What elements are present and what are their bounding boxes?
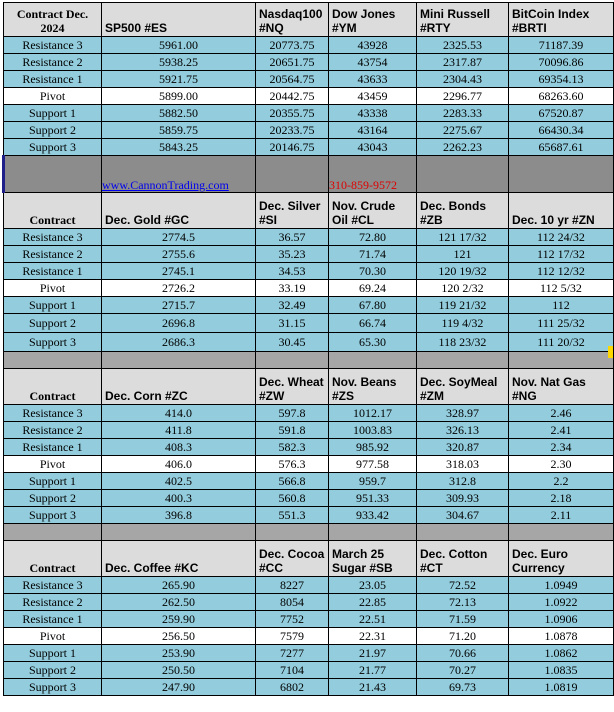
instrument-header: Dec. 10 yr #ZN: [509, 193, 614, 229]
level-label: Resistance 3: [4, 229, 102, 246]
level-value: 2.11: [509, 507, 614, 524]
level-value: 1.0906: [509, 611, 614, 628]
level-value: 312.8: [417, 473, 509, 490]
contract-header: Contract Dec. 2024: [4, 3, 102, 37]
level-value: 5938.25: [102, 54, 256, 71]
level-value: 951.33: [329, 490, 417, 507]
level-label: Resistance 1: [4, 263, 102, 280]
level-label: Resistance 1: [4, 439, 102, 456]
level-label: Support 3: [4, 139, 102, 156]
divider-cell: [509, 524, 614, 541]
level-label: Pivot: [4, 628, 102, 645]
level-value: 7104: [256, 662, 329, 679]
instrument-header: Dec. Gold #GC: [102, 193, 256, 229]
level-label: Support 1: [4, 645, 102, 662]
instrument-header: Dec. Bonds #ZB: [417, 193, 509, 229]
level-value: 2.2: [509, 473, 614, 490]
instrument-header: BitCoin Index #BRTI: [509, 3, 614, 37]
level-label: Resistance 3: [4, 577, 102, 594]
level-value: 250.50: [102, 662, 256, 679]
level-label: Support 1: [4, 297, 102, 314]
level-value: 20355.75: [256, 105, 329, 122]
level-value: 2304.43: [417, 71, 509, 88]
level-value: 2.46: [509, 405, 614, 422]
level-value: 8054: [256, 594, 329, 611]
instrument-header: Dec. Euro Currency: [509, 541, 614, 577]
table-row: [4, 246, 614, 263]
level-value: 560.8: [256, 490, 329, 507]
table-row: [4, 490, 614, 507]
level-value: 597.8: [256, 405, 329, 422]
level-value: 121 17/32: [417, 229, 509, 246]
level-value: 5859.75: [102, 122, 256, 139]
level-value: 43043: [329, 139, 417, 156]
level-value: 2275.67: [417, 122, 509, 139]
table-row: [4, 439, 614, 456]
level-value: 1.0878: [509, 628, 614, 645]
level-value: 20651.75: [256, 54, 329, 71]
level-label: Resistance 1: [4, 611, 102, 628]
table-row: [4, 577, 614, 594]
level-value: 32.49: [256, 297, 329, 314]
level-value: 21.77: [329, 662, 417, 679]
level-value: 21.43: [329, 679, 417, 696]
level-value: 396.8: [102, 507, 256, 524]
table-row: [4, 679, 614, 696]
level-label: Resistance 3: [4, 405, 102, 422]
level-value: 304.67: [417, 507, 509, 524]
table-row: [4, 88, 614, 105]
level-value: 43928: [329, 37, 417, 54]
level-value: 2686.3: [102, 333, 256, 352]
divider-cell: [329, 352, 417, 369]
table-row: [4, 37, 614, 54]
level-value: 1.0949: [509, 577, 614, 594]
table-row: [4, 314, 614, 333]
level-value: 247.90: [102, 679, 256, 696]
level-label: Resistance 2: [4, 422, 102, 439]
level-value: 119 21/32: [417, 297, 509, 314]
level-value: 5961.00: [102, 37, 256, 54]
level-value: 5882.50: [102, 105, 256, 122]
instrument-header: Nasdaq100 #NQ: [256, 3, 329, 37]
level-value: 2317.87: [417, 54, 509, 71]
level-label: Resistance 2: [4, 54, 102, 71]
level-value: 582.3: [256, 439, 329, 456]
table-row: [4, 507, 614, 524]
level-value: 1003.83: [329, 422, 417, 439]
level-value: 326.13: [417, 422, 509, 439]
level-value: 66.74: [329, 314, 417, 333]
level-label: Resistance 2: [4, 246, 102, 263]
table-row: [4, 263, 614, 280]
contract-header: Contract: [4, 193, 102, 229]
level-value: 1.0819: [509, 679, 614, 696]
table-row: [4, 229, 614, 246]
level-value: 66430.34: [509, 122, 614, 139]
table-row: [4, 628, 614, 645]
level-value: 7579: [256, 628, 329, 645]
level-value: 256.50: [102, 628, 256, 645]
section-header-row: [4, 193, 614, 229]
level-value: 22.85: [329, 594, 417, 611]
level-value: 985.92: [329, 439, 417, 456]
instrument-header: SP500 #ES: [102, 3, 256, 37]
level-value: 34.53: [256, 263, 329, 280]
level-value: 70.30: [329, 263, 417, 280]
level-value: 43338: [329, 105, 417, 122]
level-value: 309.93: [417, 490, 509, 507]
table-row: [4, 662, 614, 679]
section-divider: [4, 156, 614, 193]
level-value: 7277: [256, 645, 329, 662]
level-value: 72.80: [329, 229, 417, 246]
table-row: [4, 611, 614, 628]
level-value: 566.8: [256, 473, 329, 490]
level-label: Pivot: [4, 280, 102, 297]
level-value: 69354.13: [509, 71, 614, 88]
level-value: 22.51: [329, 611, 417, 628]
instrument-header: Mini Russell #RTY: [417, 3, 509, 37]
level-value: 933.42: [329, 507, 417, 524]
divider-cell: [256, 156, 329, 193]
instrument-header: Nov. Crude Oil #CL: [329, 193, 417, 229]
level-value: 121: [417, 246, 509, 263]
level-value: 265.90: [102, 577, 256, 594]
level-label: Support 2: [4, 122, 102, 139]
instrument-header: Dec. Corn #ZC: [102, 369, 256, 405]
level-value: 2325.53: [417, 37, 509, 54]
level-value: 318.03: [417, 456, 509, 473]
divider-cell: [417, 352, 509, 369]
level-value: 43164: [329, 122, 417, 139]
table-row: [4, 645, 614, 662]
instrument-header: Nov. Beans #ZS: [329, 369, 417, 405]
pivot-levels-table: [2, 2, 614, 696]
level-value: 33.19: [256, 280, 329, 297]
level-value: 120 19/32: [417, 263, 509, 280]
table-row: [4, 122, 614, 139]
level-value: 21.97: [329, 645, 417, 662]
level-value: 2.30: [509, 456, 614, 473]
level-value: 70.27: [417, 662, 509, 679]
instrument-header: Nov. Nat Gas #NG: [509, 369, 614, 405]
level-value: 551.3: [256, 507, 329, 524]
instrument-header: March 25 Sugar #SB: [329, 541, 417, 577]
level-value: 1.0862: [509, 645, 614, 662]
level-value: 406.0: [102, 456, 256, 473]
table-row: [4, 333, 614, 352]
level-value: 43633: [329, 71, 417, 88]
level-label: Support 2: [4, 662, 102, 679]
website-link[interactable]: www.CannonTrading.com: [102, 178, 229, 192]
divider-cell: [256, 524, 329, 541]
section-header-row: [4, 541, 614, 577]
level-value: 320.87: [417, 439, 509, 456]
level-value: 414.0: [102, 405, 256, 422]
table-row: [4, 473, 614, 490]
level-label: Pivot: [4, 456, 102, 473]
level-value: 43459: [329, 88, 417, 105]
level-value: 253.90: [102, 645, 256, 662]
level-value: 70.66: [417, 645, 509, 662]
level-value: 67.80: [329, 297, 417, 314]
level-value: 112 12/32: [509, 263, 614, 280]
section-header-row: [4, 369, 614, 405]
level-value: 5843.25: [102, 139, 256, 156]
level-value: 6802: [256, 679, 329, 696]
level-value: 7752: [256, 611, 329, 628]
divider-cell: [329, 524, 417, 541]
level-value: 2.18: [509, 490, 614, 507]
level-label: Support 3: [4, 507, 102, 524]
level-value: 65.30: [329, 333, 417, 352]
level-value: 71.20: [417, 628, 509, 645]
divider-cell: [509, 352, 614, 369]
table-row: [4, 456, 614, 473]
level-value: 72.13: [417, 594, 509, 611]
level-value: 67520.87: [509, 105, 614, 122]
divider-cell: [4, 156, 102, 193]
level-value: 5921.75: [102, 71, 256, 88]
level-value: 71.59: [417, 611, 509, 628]
section-header-row: [4, 3, 614, 37]
level-value: 22.31: [329, 628, 417, 645]
level-value: 111 25/32: [509, 314, 614, 333]
divider-cell: [102, 352, 256, 369]
level-value: 2.34: [509, 439, 614, 456]
table-row: [4, 280, 614, 297]
divider-cell: [4, 352, 102, 369]
table-row: [4, 71, 614, 88]
divider-cell: [256, 352, 329, 369]
level-value: 20442.75: [256, 88, 329, 105]
divider-cell: [102, 524, 256, 541]
level-label: Support 1: [4, 473, 102, 490]
level-value: 400.3: [102, 490, 256, 507]
level-value: 1012.17: [329, 405, 417, 422]
instrument-header: Dec. Silver #SI: [256, 193, 329, 229]
level-label: Support 3: [4, 333, 102, 352]
level-value: 8227: [256, 577, 329, 594]
table-row: [4, 297, 614, 314]
phone-number: 310-859-9572: [329, 178, 397, 192]
level-value: 2696.8: [102, 314, 256, 333]
level-label: Support 2: [4, 314, 102, 333]
level-label: Resistance 1: [4, 71, 102, 88]
level-value: 591.8: [256, 422, 329, 439]
level-value: 1.0835: [509, 662, 614, 679]
level-value: 120 2/32: [417, 280, 509, 297]
divider-cell: [102, 156, 256, 193]
level-value: 1.0922: [509, 594, 614, 611]
table-row: [4, 139, 614, 156]
level-value: 112 5/32: [509, 280, 614, 297]
level-value: 119 4/32: [417, 314, 509, 333]
level-label: Pivot: [4, 88, 102, 105]
level-value: 20773.75: [256, 37, 329, 54]
level-value: 71.74: [329, 246, 417, 263]
level-value: 31.15: [256, 314, 329, 333]
table-row: [4, 422, 614, 439]
level-value: 20564.75: [256, 71, 329, 88]
level-value: 23.05: [329, 577, 417, 594]
level-label: Resistance 3: [4, 37, 102, 54]
level-value: 576.3: [256, 456, 329, 473]
divider-cell: [509, 156, 614, 193]
level-value: 20146.75: [256, 139, 329, 156]
divider-cell: [329, 156, 417, 193]
table-row: [4, 105, 614, 122]
pivot-levels-body: [4, 3, 614, 696]
level-value: 69.73: [417, 679, 509, 696]
section-divider: [4, 524, 614, 541]
level-value: 65687.61: [509, 139, 614, 156]
level-value: 30.45: [256, 333, 329, 352]
instrument-header: Dec. Cocoa #CC: [256, 541, 329, 577]
yellow-edge-marker: [608, 346, 613, 358]
level-label: Support 2: [4, 490, 102, 507]
instrument-header: Dec. Coffee #KC: [102, 541, 256, 577]
level-value: 71187.39: [509, 37, 614, 54]
level-value: 2755.6: [102, 246, 256, 263]
level-value: 259.90: [102, 611, 256, 628]
table-row: [4, 54, 614, 71]
level-value: 36.57: [256, 229, 329, 246]
level-value: 70096.86: [509, 54, 614, 71]
level-value: 20233.75: [256, 122, 329, 139]
level-value: 112: [509, 297, 614, 314]
level-value: 43754: [329, 54, 417, 71]
level-value: 2296.77: [417, 88, 509, 105]
divider-cell: [4, 524, 102, 541]
level-label: Support 1: [4, 105, 102, 122]
level-value: 68263.60: [509, 88, 614, 105]
level-value: 2.41: [509, 422, 614, 439]
contract-header: Contract: [4, 369, 102, 405]
level-value: 2262.23: [417, 139, 509, 156]
level-value: 112 17/32: [509, 246, 614, 263]
level-value: 959.7: [329, 473, 417, 490]
level-value: 118 23/32: [417, 333, 509, 352]
section-divider: [4, 352, 614, 369]
instrument-header: Dow Jones #YM: [329, 3, 417, 37]
level-value: 112 24/32: [509, 229, 614, 246]
level-value: 2745.1: [102, 263, 256, 280]
level-value: 328.97: [417, 405, 509, 422]
level-value: 977.58: [329, 456, 417, 473]
divider-cell: [417, 524, 509, 541]
divider-cell: [417, 156, 509, 193]
level-value: 2283.33: [417, 105, 509, 122]
table-row: [4, 405, 614, 422]
level-value: 408.3: [102, 439, 256, 456]
contract-header: Contract: [4, 541, 102, 577]
level-value: 35.23: [256, 246, 329, 263]
level-value: 2774.5: [102, 229, 256, 246]
level-value: 72.52: [417, 577, 509, 594]
table-row: [4, 594, 614, 611]
level-value: 69.24: [329, 280, 417, 297]
level-label: Resistance 2: [4, 594, 102, 611]
level-value: 5899.00: [102, 88, 256, 105]
level-value: 402.5: [102, 473, 256, 490]
level-value: 411.8: [102, 422, 256, 439]
level-value: 2715.7: [102, 297, 256, 314]
instrument-header: Dec. Wheat #ZW: [256, 369, 329, 405]
level-value: 2726.2: [102, 280, 256, 297]
instrument-header: Dec. SoyMeal #ZM: [417, 369, 509, 405]
level-value: 111 20/32: [509, 333, 614, 352]
level-label: Support 3: [4, 679, 102, 696]
level-value: 262.50: [102, 594, 256, 611]
instrument-header: Dec. Cotton #CT: [417, 541, 509, 577]
